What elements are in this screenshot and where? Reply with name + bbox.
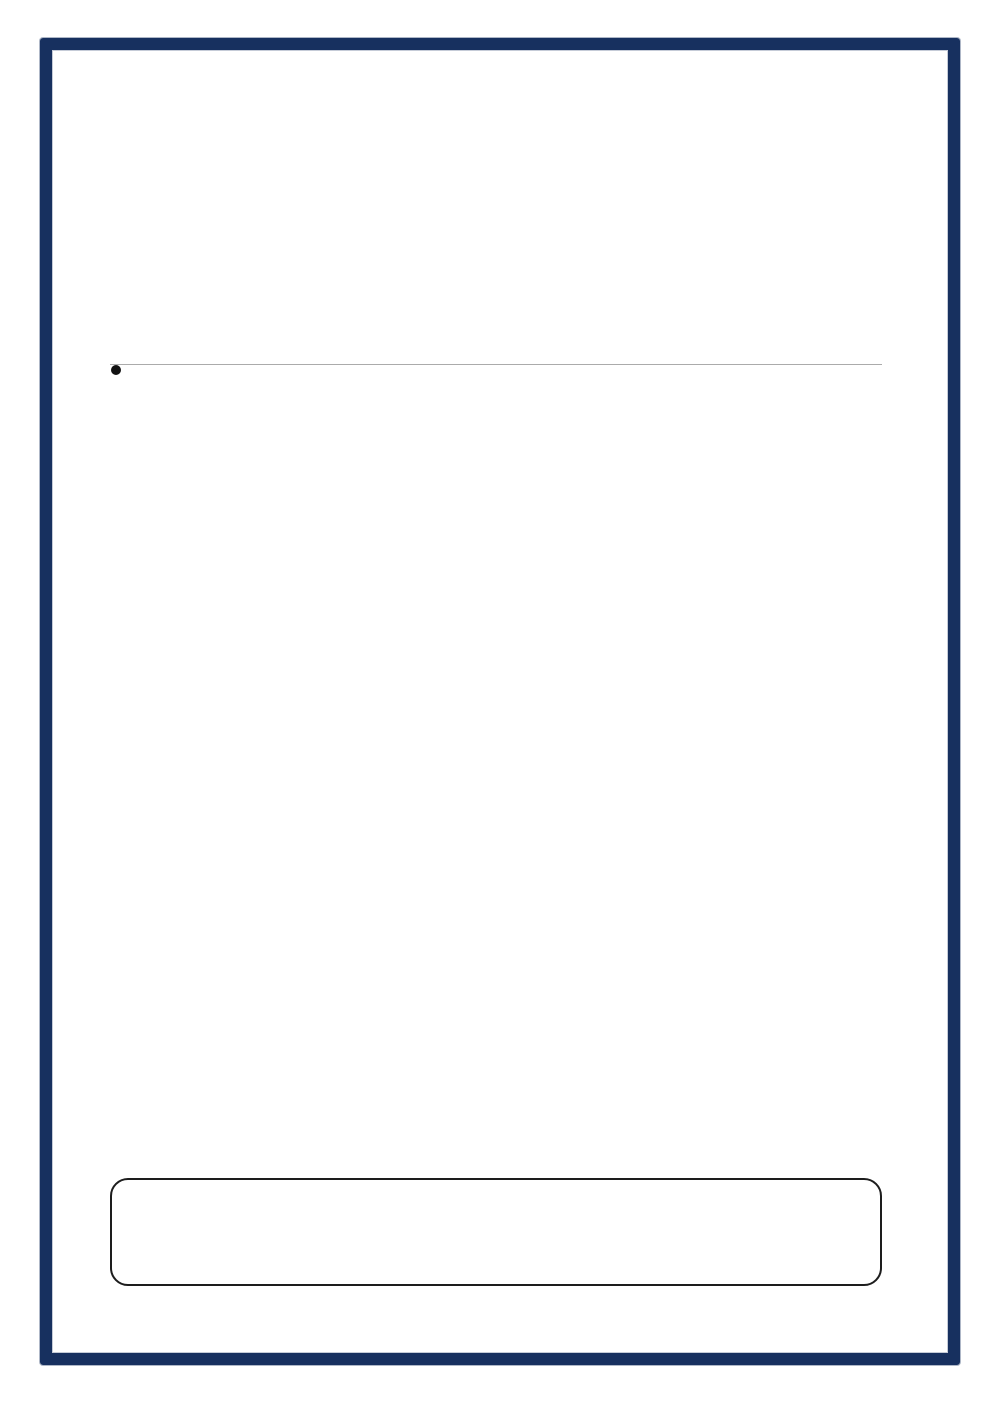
letter-grid xyxy=(110,364,882,365)
circled-word-box xyxy=(111,365,121,375)
word-bank-box xyxy=(110,1178,882,1286)
decorative-page-border xyxy=(40,38,960,1365)
